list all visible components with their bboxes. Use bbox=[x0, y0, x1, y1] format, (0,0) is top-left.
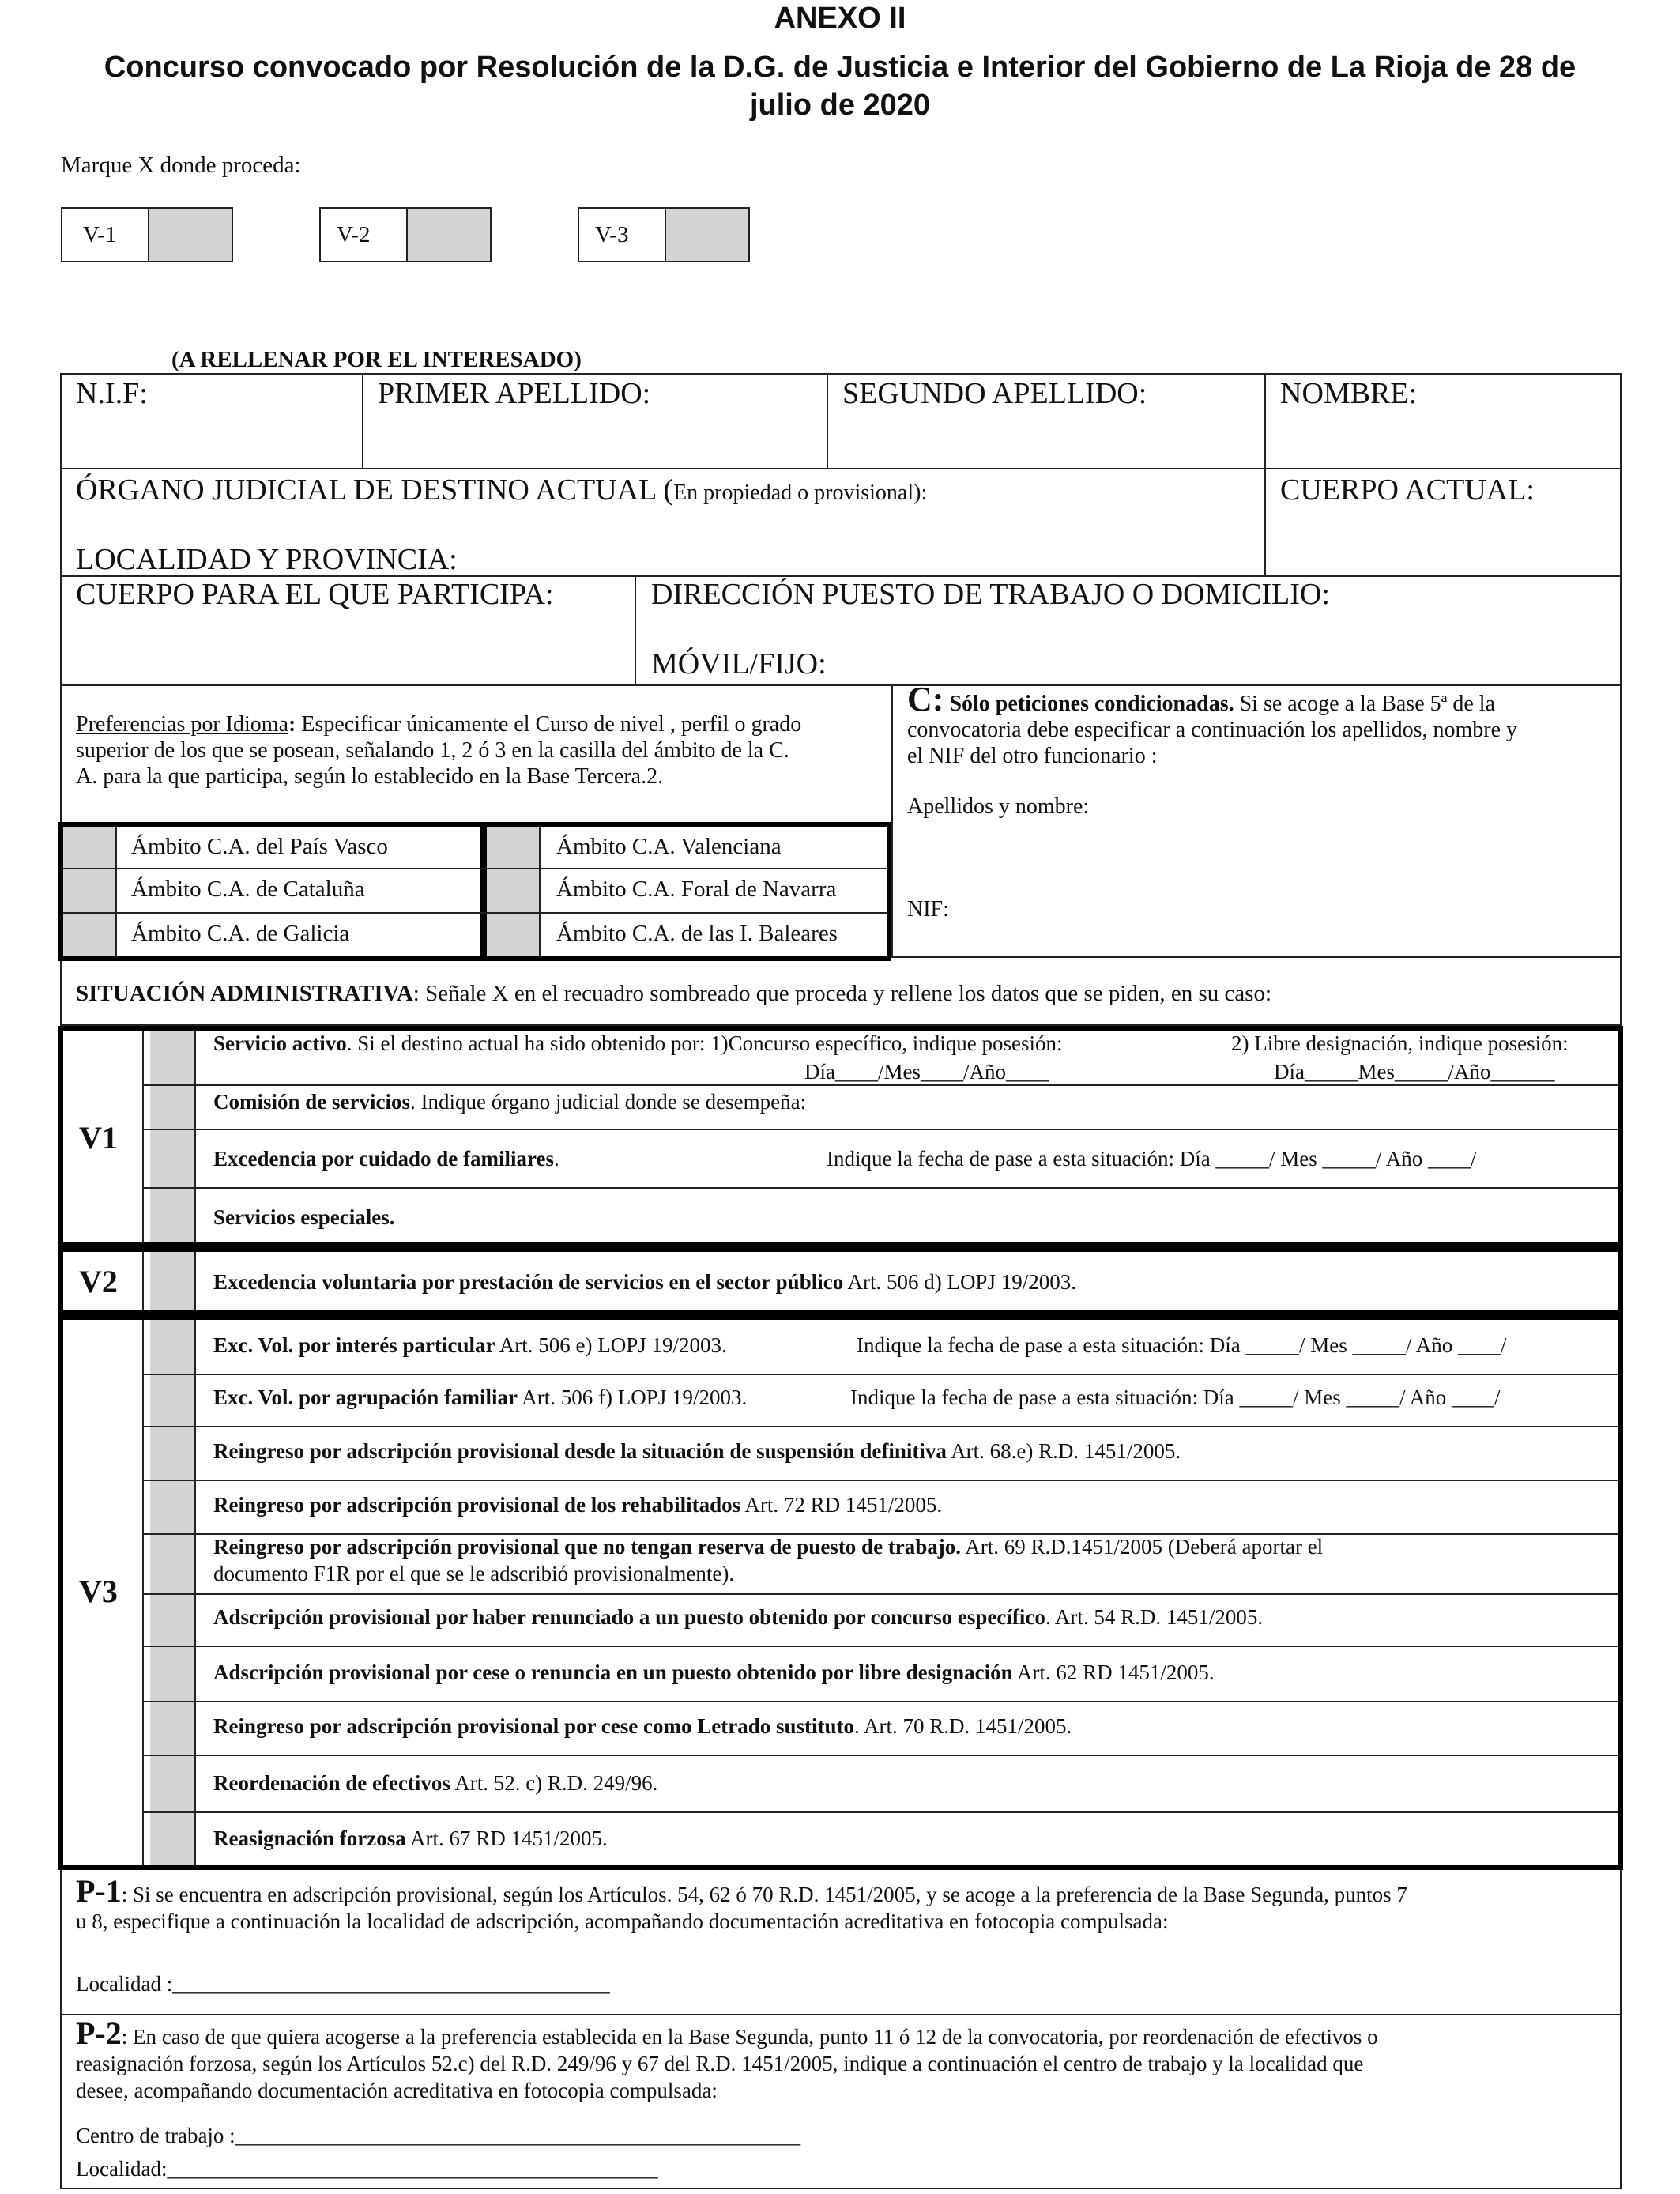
v3-checkbox-group bbox=[578, 207, 750, 262]
condicionadas-line3: el NIF del otro funcionario : bbox=[907, 744, 1158, 768]
agrupacion-familiar-checkbox[interactable] bbox=[152, 1377, 193, 1424]
v3-row-7-label: Adscripción provisional por cese o renuncia en un puesto obtenido por libre designación bbox=[213, 1661, 1013, 1684]
idioma-colon: : bbox=[288, 712, 296, 737]
organo-field[interactable] bbox=[76, 473, 927, 507]
v3-row-2-ref: Art. 506 f) LOPJ 19/2003. bbox=[518, 1385, 748, 1409]
v3-row-5-ref: Art. 69 R.D.1451/2005 (Deberá aportar el bbox=[961, 1535, 1324, 1559]
v3-row-2 bbox=[213, 1385, 747, 1411]
v3-row-9 bbox=[213, 1770, 657, 1796]
idioma-instructions bbox=[76, 711, 887, 790]
idioma-line3: A. para la que participa, según lo establecido en la Base Tercera.2. bbox=[76, 764, 664, 789]
comision-servicios-checkbox[interactable] bbox=[152, 1088, 193, 1127]
p1-label: P-1 bbox=[76, 1873, 122, 1909]
excedencia-familiares-dot: . bbox=[554, 1147, 559, 1171]
ambito-baleares: Ámbito C.A. de las I. Baleares bbox=[556, 921, 838, 946]
v2-checkbox-group bbox=[319, 207, 492, 262]
organo-label: ÓRGANO JUDICIAL DE DESTINO ACTUAL ( bbox=[76, 473, 674, 507]
ambito-pais-vasco-checkbox[interactable] bbox=[65, 828, 114, 866]
situacion-instructions: : Señale X en el recuadro sombreado que proceda y rellene los datos que se piden, en su caso: bbox=[412, 981, 1272, 1006]
rehabilitados-checkbox[interactable] bbox=[152, 1483, 193, 1532]
document-title-line1: Concurso convocado por Resolución de la D.G. de Justicia e Interior del Gobierno de La Rioja de 28 de bbox=[104, 51, 1576, 84]
p2-line2: reasignación forzosa, según los Artículos 52.c) del R.D. 249/96 y 67 del R.D. 1451/2005, indique a continuación el centro de trabajo y la localidad que bbox=[76, 2052, 1364, 2075]
v2-box-label: V-2 bbox=[337, 222, 371, 247]
v1-checkbox-group bbox=[61, 207, 233, 262]
v3-row-1 bbox=[213, 1333, 727, 1359]
divider bbox=[115, 827, 117, 956]
v1-checkbox[interactable] bbox=[148, 209, 232, 261]
excedencia-familiares-checkbox[interactable] bbox=[152, 1132, 193, 1186]
v1-box-label: V-1 bbox=[83, 222, 117, 247]
v3-row-3 bbox=[213, 1438, 1181, 1465]
p2-label: P-2 bbox=[76, 2015, 122, 2051]
v3-box-label: V-3 bbox=[595, 222, 629, 247]
divider bbox=[142, 1811, 1618, 1813]
localidad-provincia-field[interactable]: LOCALIDAD Y PROVINCIA: bbox=[76, 543, 458, 576]
comision-servicios-label: Comisión de servicios bbox=[213, 1090, 410, 1114]
ambito-galicia: Ámbito C.A. de Galicia bbox=[131, 921, 350, 946]
v1-label: V1 bbox=[79, 1120, 118, 1155]
divider bbox=[1264, 373, 1266, 577]
divider bbox=[539, 827, 541, 956]
nif-field[interactable]: N.I.F: bbox=[76, 377, 148, 410]
p1-colon: : bbox=[121, 1883, 128, 1906]
divider bbox=[142, 1755, 1618, 1756]
p2-line1: En caso de que quiera acogerse a la preferencia establecida en la Base Segunda, punto 11 ó 12 de la convocatoria, por reordenación de efectivos o bbox=[127, 2025, 1378, 2049]
p1-section bbox=[76, 1873, 1614, 1935]
divider bbox=[142, 1374, 1618, 1375]
v3-row-6 bbox=[213, 1604, 1263, 1630]
divider bbox=[194, 1320, 196, 1865]
v3-row-8 bbox=[213, 1713, 1072, 1740]
divider bbox=[142, 1129, 1618, 1130]
servicio-activo-checkbox[interactable] bbox=[152, 1032, 193, 1083]
segundo-apellido-field[interactable]: SEGUNDO APELLIDO: bbox=[842, 377, 1147, 410]
v3-row-7 bbox=[213, 1660, 1215, 1686]
v3-row-10-ref: Art. 67 RD 1451/2005. bbox=[405, 1826, 608, 1850]
servicios-especiales-checkbox[interactable] bbox=[152, 1190, 193, 1242]
excedencia-familiares-row bbox=[213, 1146, 559, 1172]
interes-particular-checkbox[interactable] bbox=[152, 1321, 193, 1372]
divider bbox=[60, 468, 1622, 469]
p1-line2: u 8, especifique a continuación la localidad de adscripción, acompañando documentación acreditativa en fotocopia compulsada: bbox=[76, 1909, 1169, 1933]
v3-row-10-label: Reasignación forzosa bbox=[213, 1826, 406, 1850]
v3-row-1-label: Exc. Vol. por interés particular bbox=[213, 1333, 495, 1357]
v3-row-5 bbox=[213, 1533, 1323, 1587]
condicionadas-line2: convocatoria debe especificar a continuación los apellidos, nombre y bbox=[907, 718, 1518, 742]
divider bbox=[142, 1426, 1618, 1427]
divider bbox=[142, 1320, 144, 1865]
renuncia-concurso-checkbox[interactable] bbox=[152, 1596, 193, 1644]
v3-row-5-label: Reingreso por adscripción provisional que no tengan reserva de puesto de trabajo. bbox=[213, 1535, 962, 1559]
v3-row-7-ref: Art. 62 RD 1451/2005. bbox=[1012, 1661, 1215, 1684]
ambito-baleares-checkbox[interactable] bbox=[488, 915, 537, 955]
servicio-activo-desc: . Si el destino actual ha sido obtenido por: 1)Concurso específico, indique posesión: bbox=[346, 1031, 1063, 1055]
idioma-heading: Preferencias por Idioma bbox=[76, 712, 288, 737]
primer-apellido-field[interactable]: PRIMER APELLIDO: bbox=[378, 377, 651, 410]
v3-row-4-label: Reingreso por adscripción provisional de los rehabilitados bbox=[213, 1493, 741, 1517]
divider bbox=[142, 1646, 1618, 1647]
v3-row-6-label: Adscripción provisional por haber renunciado a un puesto obtenido por concurso específico bbox=[213, 1605, 1045, 1629]
v3-row-5-line2: documento F1R por el que se le adscribió provisionalmente). bbox=[213, 1562, 735, 1585]
ambito-cataluna: Ámbito C.A. de Cataluña bbox=[131, 876, 365, 902]
v3-row-4 bbox=[213, 1492, 942, 1518]
condicionadas-nif-field[interactable]: NIF: bbox=[907, 897, 949, 922]
servicio-activo-label: Servicio activo bbox=[213, 1031, 347, 1055]
p1-localidad-field[interactable]: Localidad :_________________________________________ bbox=[76, 1972, 610, 1996]
excedencia-sector-publico-checkbox[interactable] bbox=[152, 1253, 193, 1309]
v2-label: V2 bbox=[79, 1264, 118, 1299]
ambito-valenciana: Ámbito C.A. Valenciana bbox=[556, 834, 782, 859]
reordenacion-efectivos-checkbox[interactable] bbox=[152, 1758, 193, 1810]
v3-row-2-label: Exc. Vol. por agrupación familiar bbox=[213, 1385, 518, 1409]
excedencia-sector-publico-row bbox=[213, 1269, 1076, 1295]
v3-row-3-label: Reingreso por adscripción provisional desde la situación de suspensión definitiva bbox=[213, 1439, 947, 1463]
divider bbox=[142, 1252, 144, 1310]
mark-instruction: Marque X donde proceda: bbox=[61, 153, 301, 178]
movil-fijo-field[interactable]: MÓVIL/FIJO: bbox=[651, 647, 827, 680]
excedencia-familiares-label: Excedencia por cuidado de familiares bbox=[213, 1147, 554, 1171]
divider bbox=[63, 868, 887, 869]
divider bbox=[60, 2014, 1622, 2015]
ambito-galicia-checkbox[interactable] bbox=[65, 915, 114, 955]
idioma-line1: Especificar únicamente el Curso de nivel , perfil o grado bbox=[296, 712, 802, 737]
v3-row-9-label: Reordenación de efectivos bbox=[213, 1771, 450, 1795]
excedencia-sector-publico-ref: Art. 506 d) LOPJ 19/2003. bbox=[843, 1270, 1076, 1294]
divider bbox=[142, 1187, 1618, 1189]
servicios-especiales-label: Servicios especiales. bbox=[213, 1205, 395, 1229]
organo-note: En propiedad o provisional): bbox=[673, 481, 928, 505]
ambito-pais-vasco: Ámbito C.A. del País Vasco bbox=[131, 834, 388, 859]
v3-row-8-label: Reingreso por adscripción provisional por cese como Letrado sustituto bbox=[213, 1714, 855, 1738]
annex-title: ANEXO II bbox=[774, 2, 906, 35]
v3-row-6-ref: . Art. 54 R.D. 1451/2005. bbox=[1045, 1605, 1264, 1629]
interes-particular-date[interactable]: Indique la fecha de pase a esta situación: Día _____/ Mes _____/ Año ____/ bbox=[857, 1333, 1507, 1357]
suspension-definitiva-checkbox[interactable] bbox=[152, 1429, 193, 1478]
excedencia-sector-publico-label: Excedencia voluntaria por prestación de servicios en el sector público bbox=[213, 1270, 844, 1294]
apellidos-nombre-field[interactable]: Apellidos y nombre: bbox=[907, 794, 1090, 819]
p2-section bbox=[76, 2015, 1614, 2104]
section-label: (A RELLENAR POR EL INTERESADO) bbox=[171, 347, 582, 372]
sin-reserva-puesto-checkbox[interactable] bbox=[152, 1536, 193, 1592]
cuerpo-participa-field[interactable]: CUERPO PARA EL QUE PARTICIPA: bbox=[76, 578, 554, 611]
idioma-line2: superior de los que se posean, señalando 1, 2 ó 3 en la casilla del ámbito de la C. bbox=[76, 738, 789, 763]
ambito-navarra: Ámbito C.A. Foral de Navarra bbox=[556, 876, 837, 902]
v3-label: V3 bbox=[79, 1574, 118, 1609]
p2-localidad-field[interactable]: Localidad:______________________________________________ bbox=[76, 2157, 658, 2181]
divider bbox=[635, 575, 636, 686]
v3-row-8-ref: . Art. 70 R.D. 1451/2005. bbox=[854, 1714, 1072, 1738]
p2-colon: : bbox=[121, 2025, 128, 2049]
condicionadas-letter: C: bbox=[907, 680, 944, 718]
agrupacion-familiar-date[interactable]: Indique la fecha de pase a esta situación: Día _____/ Mes _____/ Año ____/ bbox=[850, 1385, 1501, 1409]
divider bbox=[194, 1252, 196, 1310]
reasignacion-forzosa-checkbox[interactable] bbox=[152, 1815, 193, 1865]
condicionadas-heading: Sólo peticiones condicionadas. bbox=[944, 692, 1234, 716]
situacion-heading bbox=[76, 980, 1271, 1007]
v3-row-1-ref: Art. 506 e) LOPJ 19/2003. bbox=[495, 1333, 727, 1357]
divider bbox=[827, 373, 828, 469]
divider bbox=[362, 373, 363, 469]
condicionadas-instructions bbox=[907, 680, 1618, 769]
comision-servicios-row bbox=[213, 1089, 806, 1115]
divider bbox=[194, 1031, 196, 1242]
p2-centro-trabajo-field[interactable]: Centro de trabajo :_____________________________________________________ bbox=[76, 2124, 801, 2147]
letrado-sustituto-checkbox[interactable] bbox=[152, 1704, 193, 1753]
comision-servicios-desc: . Indique órgano judicial donde se desempeña: bbox=[410, 1090, 807, 1114]
concurso-posesion-date[interactable]: Día____/Mes____/Año____ bbox=[804, 1060, 1049, 1084]
direccion-field[interactable]: DIRECCIÓN PUESTO DE TRABAJO O DOMICILIO: bbox=[651, 578, 1330, 611]
v3-row-9-ref: Art. 52. c) R.D. 249/96. bbox=[450, 1771, 658, 1795]
excedencia-familiares-date[interactable]: Indique la fecha de pase a esta situación: Día _____/ Mes _____/ Año ____/ bbox=[827, 1147, 1477, 1171]
divider bbox=[142, 1031, 144, 1242]
p1-line1: Si se encuentra en adscripción provisional, según los Artículos. 54, 62 ó 70 R.D. 1451/2005, y se acoge a la preferencia de la Base Segunda, puntos 7 bbox=[127, 1883, 1407, 1906]
situacion-label: SITUACIÓN ADMINISTRATIVA bbox=[76, 981, 413, 1006]
ambito-navarra-checkbox[interactable] bbox=[488, 871, 537, 910]
ambito-valenciana-checkbox[interactable] bbox=[488, 828, 537, 866]
condicionadas-line1: Si se acoge a la Base 5ª de la bbox=[1234, 692, 1495, 716]
v2-checkbox[interactable] bbox=[406, 209, 490, 261]
v3-row-4-ref: Art. 72 RD 1451/2005. bbox=[740, 1493, 943, 1517]
p2-line3: desee, acompañando documentación acreditativa en fotocopia compulsada: bbox=[76, 2079, 718, 2102]
libre-designacion-text: 2) Libre designación, indique posesión: bbox=[1231, 1031, 1569, 1055]
divider bbox=[142, 1593, 1618, 1595]
divider bbox=[891, 684, 893, 958]
v3-row-10 bbox=[213, 1826, 608, 1852]
servicio-activo-row bbox=[213, 1031, 1063, 1057]
divider bbox=[63, 912, 887, 914]
v3-row-3-ref: Art. 68.e) R.D. 1451/2005. bbox=[946, 1439, 1181, 1463]
nombre-field[interactable]: NOMBRE: bbox=[1280, 377, 1418, 410]
ambito-cataluna-checkbox[interactable] bbox=[65, 871, 114, 910]
cuerpo-actual-field[interactable]: CUERPO ACTUAL: bbox=[1280, 473, 1535, 507]
libre-designacion-posesion-date[interactable]: Día_____Mes_____/Año______ bbox=[1274, 1060, 1555, 1084]
v3-checkbox[interactable] bbox=[665, 209, 748, 261]
divider bbox=[142, 1480, 1618, 1481]
divider bbox=[142, 1701, 1618, 1702]
libre-designacion-checkbox[interactable] bbox=[152, 1649, 193, 1699]
document-title-line2: julio de 2020 bbox=[749, 89, 931, 122]
